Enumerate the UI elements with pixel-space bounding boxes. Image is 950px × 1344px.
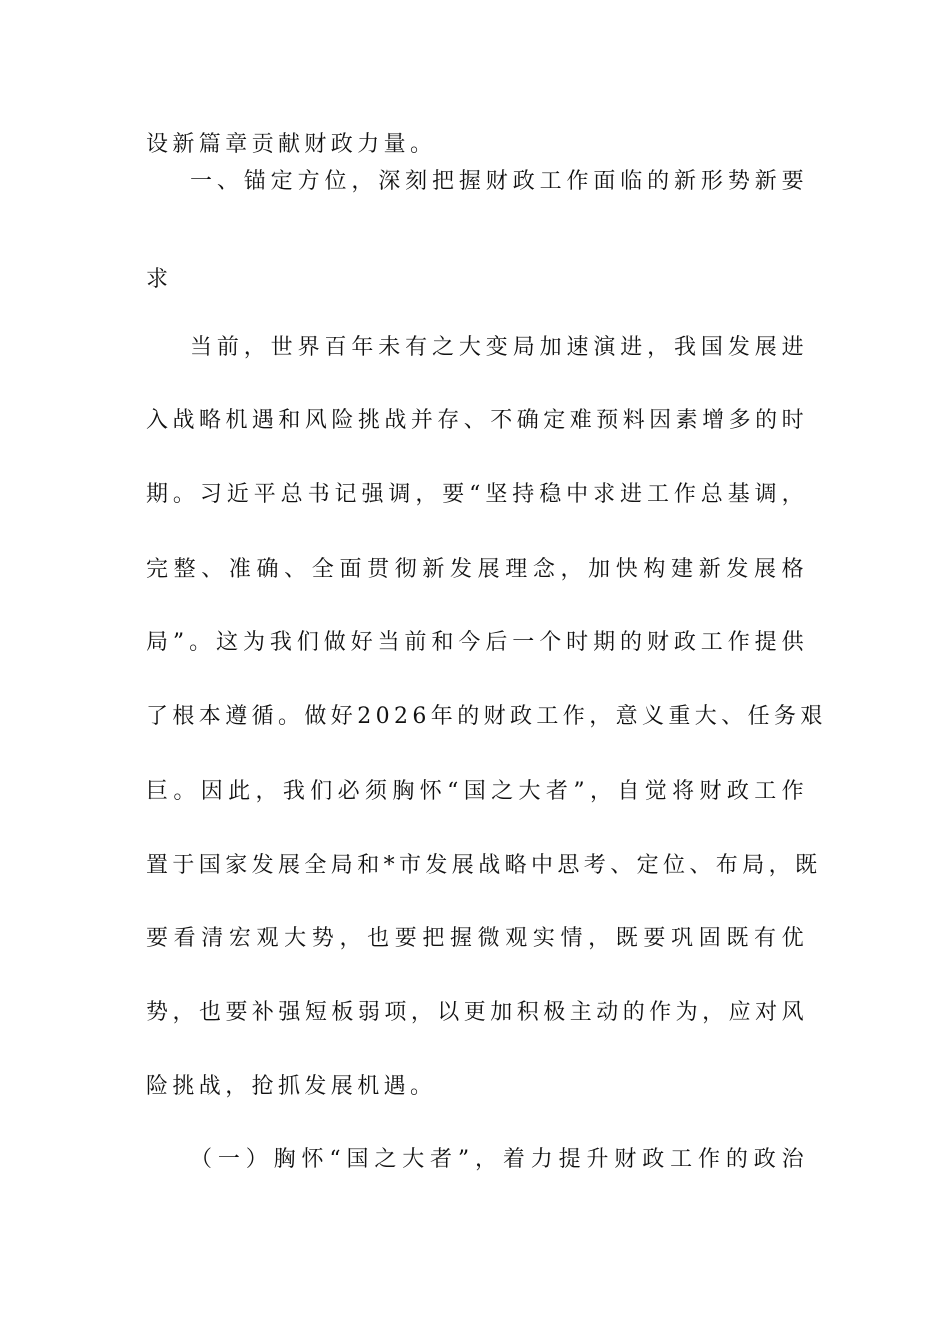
subsection-heading: （一）胸怀“国之大者”，着力提升财政工作的政治	[190, 1147, 808, 1172]
paragraph-line: 要看清宏观大势，也要把握微观实情，既要巩固既有优	[146, 926, 808, 951]
paragraph-line: 巨。因此，我们必须胸怀“国之大者”，自觉将财政工作	[146, 779, 808, 804]
paragraph-line: 置于国家发展全局和*市发展战略中思考、定位、布局，既	[146, 853, 822, 878]
paragraph-line: 局”。这为我们做好当前和今后一个时期的财政工作提供	[146, 630, 808, 655]
paragraph-line: 势，也要补强短板弱项，以更加积极主动的作为，应对风	[146, 1000, 808, 1025]
section-heading: 一、锚定方位，深刻把握财政工作面临的新形势新要	[190, 169, 808, 194]
paragraph-line: 期。习近平总书记强调，要“坚持稳中求进工作总基调，	[146, 482, 808, 507]
paragraph-line: 了根本遵循。做好2026年的财政工作，意义重大、任务艰	[146, 704, 827, 729]
paragraph-line: 险挑战，抢抓发展机遇。	[146, 1074, 437, 1099]
paragraph-line: 入战略机遇和风险挑战并存、不确定难预料因素增多的时	[146, 408, 808, 433]
text-line: 设新篇章贡献财政力量。	[146, 132, 437, 157]
section-heading-continuation: 求	[146, 267, 173, 292]
paragraph-line: 当前，世界百年未有之大变局加速演进，我国发展进	[190, 335, 808, 360]
paragraph-line: 完整、准确、全面贯彻新发展理念，加快构建新发展格	[146, 557, 808, 582]
